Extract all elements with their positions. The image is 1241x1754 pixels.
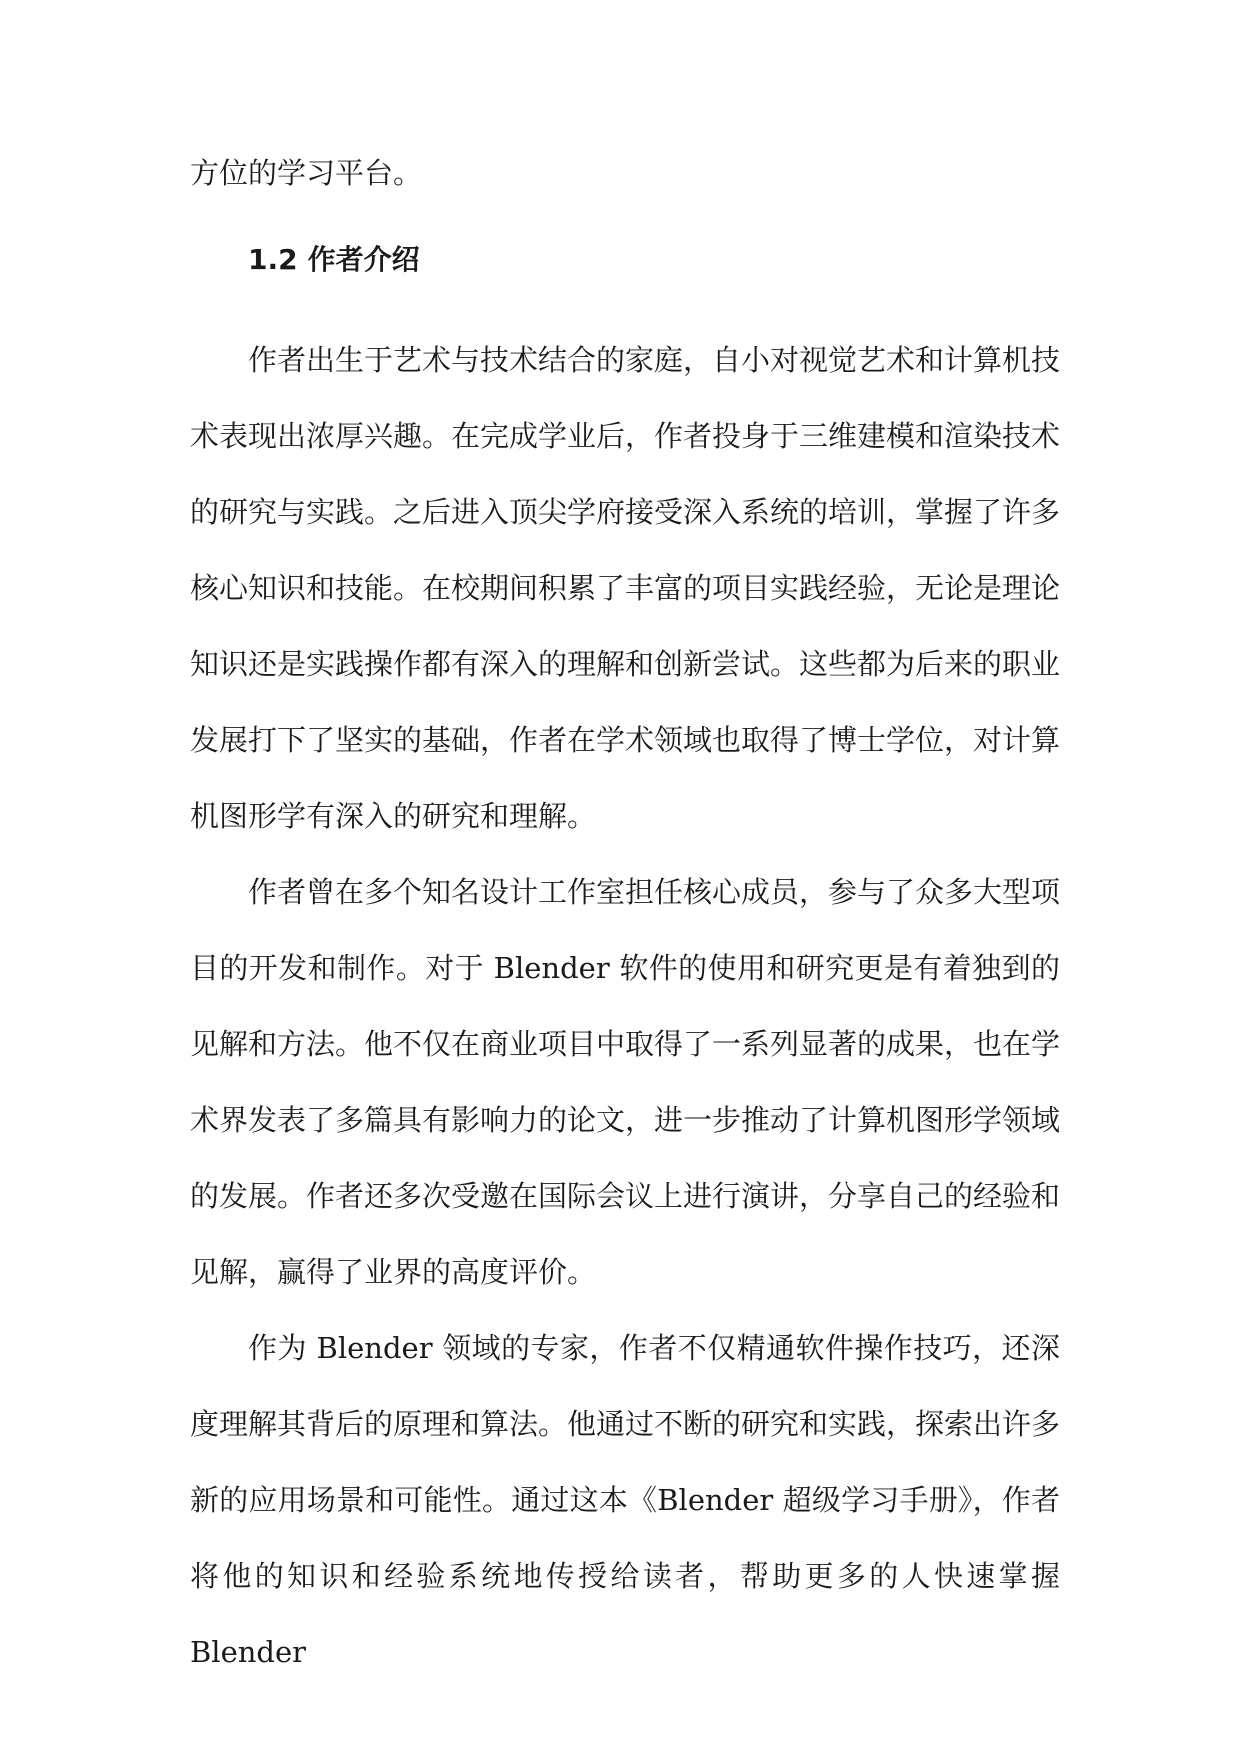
continued-paragraph-fragment: 方位的学习平台。: [190, 156, 423, 190]
paragraph-author-career: 作者曾在多个知名设计工作室担任核心成员，参与了众多大型项目的开发和制作。对于 Blender 软件的使用和研究更是有着独到的见解和方法。他不仅在商业项目中取得了一系列显著的成果，也在学术界发表了多篇具有影响力的论文，进一步推动了计算机图形学领域的发展。作者还多次受邀在国际会议上进行演讲，分享自己的经验和见解，赢得了业界的高度评价。: [190, 875, 1061, 1289]
section-heading: [248, 240, 420, 280]
paragraph-author-background: 作者出生于艺术与技术结合的家庭，自小对视觉艺术和计算机技术表现出浓厚兴趣。在完成学业后，作者投身于三维建模和渲染技术的研究与实践。之后进入顶尖学府接受深入系统的培训，掌握了许多核心知识和技能。在校期间积累了丰富的项目实践经验，无论是理论知识还是实践操作都有深入的理解和创新尝试。这些都为后来的职业发展打下了坚实的基础，作者在学术领域也取得了博士学位，对计算机图形学有深入的研究和理解。: [190, 343, 1061, 833]
paragraph-author-expertise: 作为 Blender 领域的专家，作者不仅精通软件操作技巧，还深度理解其背后的原理和算法。他通过不断的研究和实践，探索出许多新的应用场景和可能性。通过这本《Blender 超级学习手册》，作者将他的知识和经验系统地传授给读者，帮助更多的人快速掌握 Blender: [190, 1331, 1061, 1669]
section-title: 作者介绍: [307, 243, 420, 276]
section-number: 1.2: [248, 243, 298, 276]
